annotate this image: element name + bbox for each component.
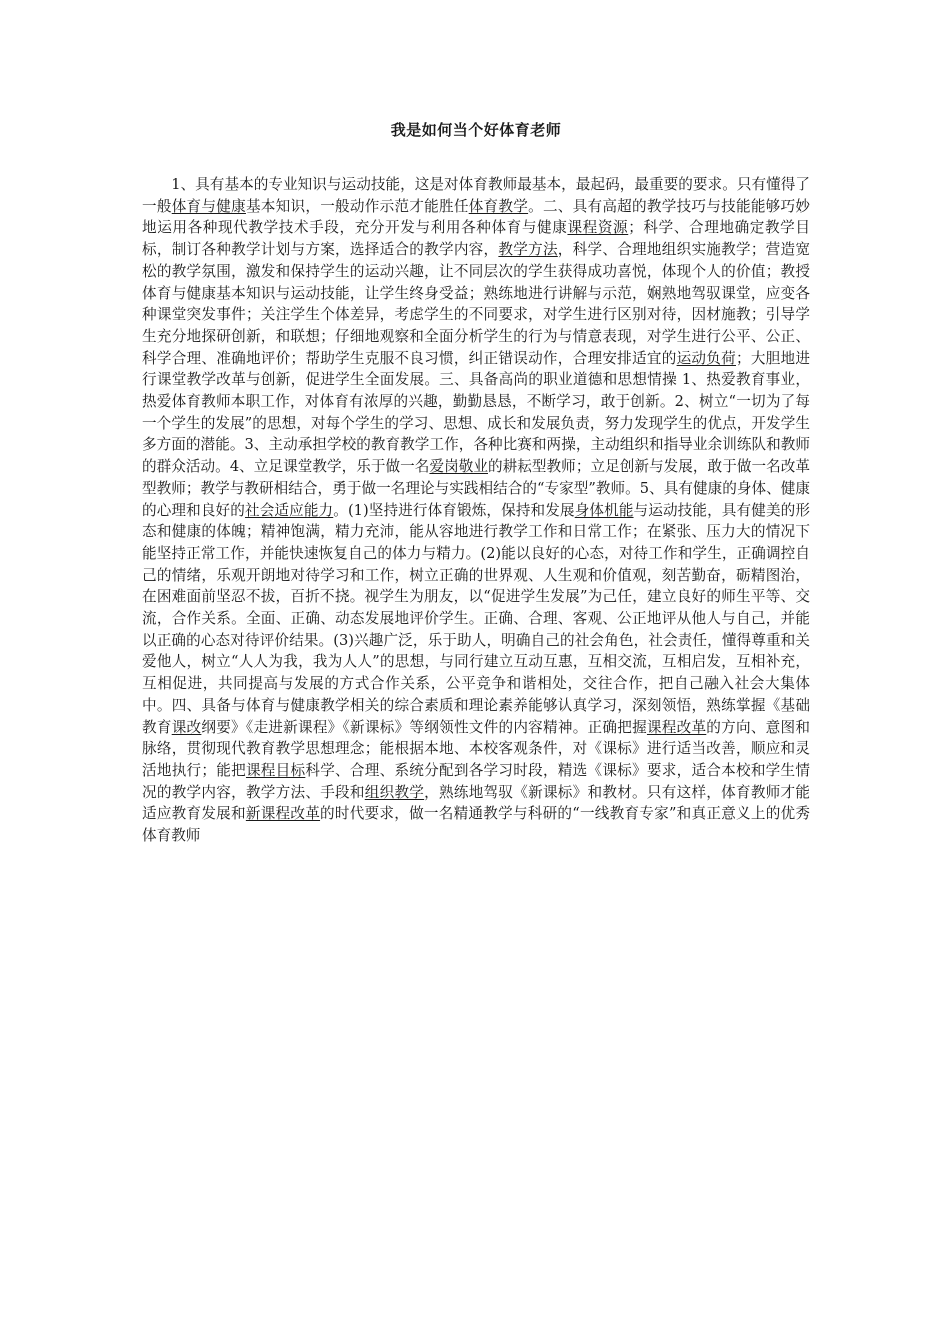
body-text-run: ；科学、合理地确定教学目标，制订各种教学计划与方案，选择适合的教学内容，: [142, 219, 810, 259]
document-title: 我是如何当个好体育老师: [390, 121, 562, 139]
link-kecheng-ziyuan[interactable]: 课程资源: [567, 219, 629, 237]
link-shenti-jineng[interactable]: 身体机能: [574, 501, 634, 519]
document-body: [142, 174, 810, 847]
body-text-run: ，科学、合理地组织实施教学；营造宽松的教学氛围，激发和保持学生的运动兴趣，让不同层次的学生获得成功喜悦，体现个人的价值；教授体育与健康基本知识与运动技能，让学生终身受益；熟练地进行讲解与示范，娴熟地驾驭课堂，应变各种课堂突发事件；关注学生个体差异，考虑学生的不同要求，对学生进行区别对待，因材施教；引导学生充分地探研创新，和联想；仔细地观察和全面分析学生的行为与情意表现，对学生进行公平、公正、科学合理、准确地评价；帮助学生克服不良习惯，纠正错误动作，合理安排适宜的: [142, 241, 810, 367]
body-text-run: 与运动技能，具有健美的形态和健康的体魄；精神饱满，精力充沛，能从容地进行教学工作和日常工作；在紧张、压力大的情况下能坚持正常工作，并能快速恢复自己的体力与精力。(2)能以良好的心态，对待工作和学生，正确调控自己的情绪，乐观开朗地对待学习和工作，树立正确的世界观、人生观和价值观，刻苦勤奋，砺精图治，在困难面前坚忍不拔，百折不挠。视学生为朋友，以“促进学生发展”为己任，建立良好的师生平等、交流，合作关系。全面、正确、动态发展地评价学生。正确、合理、客观、公正地评从他人与自己，并能以正确的心态对待评价结果。(3)兴趣广泛，乐于助人，明确自己的社会角色，社会责任，懂得尊重和关爱他人，树立“人人为我，我为人人”的思想，与同行建立互动互惠，互相交流，互相启发，互相补充，互相促进，共同提高与发展的方式合作关系，公平竞争和谐相处，交往合作，把自己融入社会大集体中。四、具备与体育与健康教学相关的综合素质和理论素养能够认真学习，深刻领悟，熟练掌握《基础教育: [142, 501, 810, 736]
link-aigang-jingye[interactable]: 爱岗敬业: [429, 458, 488, 476]
body-text-run: 的时代要求，做一名精通教学与科研的“一线教育专家”和真正意义上的优秀体育教师: [142, 805, 810, 845]
link-yundong-fuhe[interactable]: 运动负荷: [676, 349, 736, 367]
document-page: [142, 120, 810, 847]
link-zuzhi-jiaoxue[interactable]: 组织教学: [364, 783, 425, 801]
link-shehui-shiying-nengli[interactable]: 社会适应能力: [244, 501, 334, 519]
link-tiyu-yu-jiankang[interactable]: 体育与健康: [171, 197, 246, 215]
link-xin-kecheng-gaige[interactable]: 新课程改革: [245, 805, 321, 823]
body-text-run: 基本知识，一般动作示范才能胜任: [245, 197, 469, 215]
body-text-run: 的方向、意图和脉络，贯彻现代教育教学思想理念；能根据本地、本校客观条件，对《课标》进行适当改善，顺应和灵活地执行；能把: [142, 718, 810, 779]
link-kecheng-gaige[interactable]: 课程改革: [646, 718, 707, 736]
link-jiaoxue-fangfa[interactable]: 教学方法: [498, 241, 558, 259]
body-text-run: ；大胆地进行课堂教学改革与创新，促进学生全面发展。三、具备高尚的职业道德和思想情操 1、热爱教育事业，热爱体育教师本职工作，对体育有浓厚的兴趣，勤勤恳恳，不断学习，敢于创新。2、树立“一切为了每一个学生的发展”的思想，对每个学生的学习、思想、成长和发展负责，努力发现学生的优点，开发学生多方面的潜能。3、主动承担学校的教育教学工作，各种比赛和两操，主动组织和指导业余训练队和教师的群众活动。4、立足课堂教学，乐于做一名: [142, 349, 810, 476]
body-text-run: 科学、合理、系统分配到各学习时段，精选《课标》要求，适合本校和学生情况的教学内容，教学方法、手段和: [142, 761, 810, 801]
body-text-run: 纲要》《走进新课程》《新课标》等纲领性文件的内容精神。正确把握: [201, 718, 647, 736]
body-text-run: 1、具有基本的专业知识与运动技能，这是对体育教师最基本，最起码，最重要的要求。只有懂得了一般: [142, 176, 810, 215]
link-kecheng-mubiao[interactable]: 课程目标: [245, 761, 306, 779]
body-text-run: 。二、具有高超的教学技巧与技能能够巧妙地运用各种现代教学技术手段，充分开发与利用各种体育与健康: [142, 197, 810, 237]
body-text-run: ，熟练地驾驭《新课标》和教材。只有这样，体育教师才能适应教育发展和: [142, 783, 810, 823]
link-tiyu-jiaoxue[interactable]: 体育教学: [468, 197, 529, 215]
body-text-run: 。(1)坚持进行体育锻炼，保持和发展: [333, 501, 575, 519]
link-kegai[interactable]: 课改: [171, 718, 202, 736]
body-text-run: 的耕耘型教师；立足创新与发展，敢于做一名改革型教师；教学与教研相结合，勇于做一名理论与实践相结合的“专家型”教师。5、具有健康的身体、健康的心理和良好的: [142, 458, 810, 519]
